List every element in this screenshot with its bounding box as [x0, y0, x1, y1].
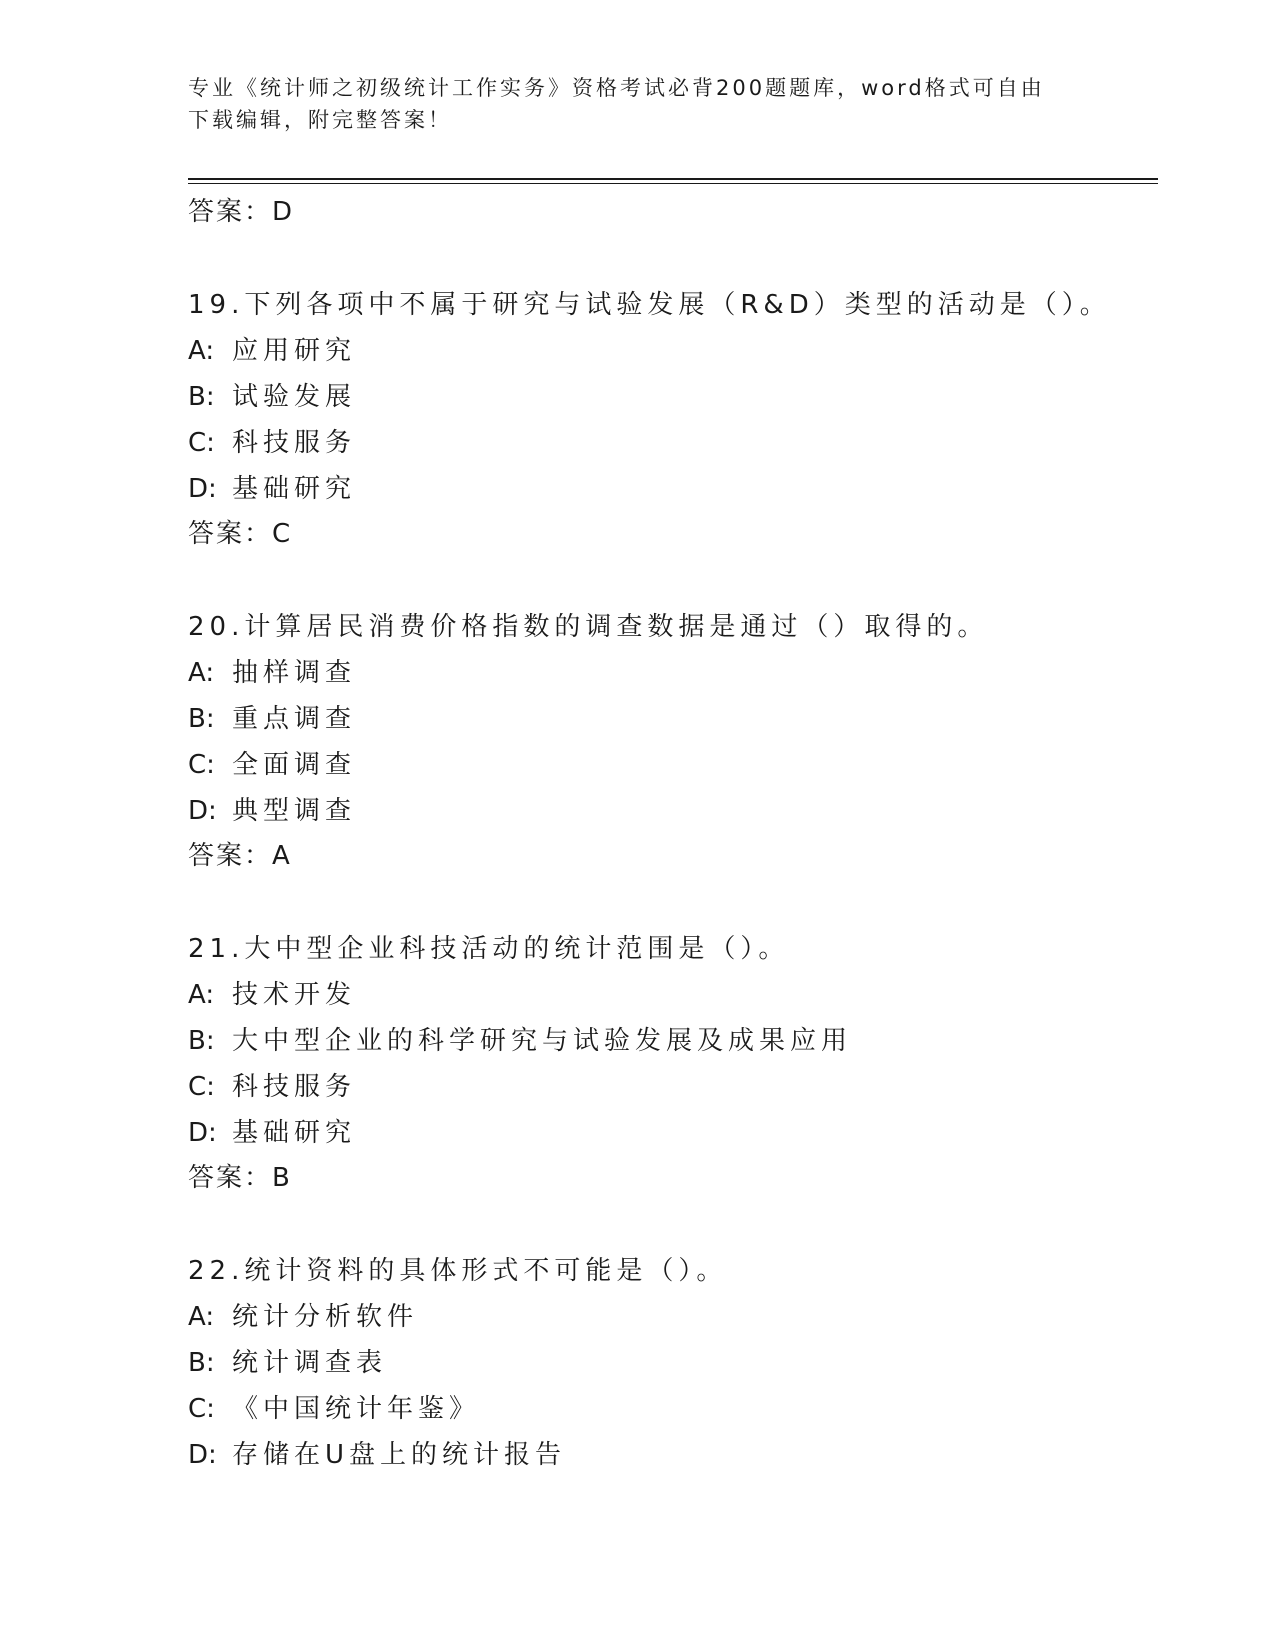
option-text: 典型调查	[232, 796, 357, 826]
option-b	[188, 1018, 1148, 1064]
option-letter: D:	[188, 796, 217, 826]
option-letter: D:	[188, 1118, 217, 1148]
page-header	[188, 72, 1068, 136]
option-text: 技术开发	[232, 980, 357, 1010]
header-line-2: 下载编辑，附完整答案！	[188, 108, 452, 132]
option-letter: A:	[188, 336, 215, 366]
option-letter: A:	[188, 658, 215, 688]
question-text: 19.下列各项中不属于研究与试验发展（R&D）类型的活动是（）。	[188, 290, 1111, 320]
question-19	[188, 282, 1148, 556]
option-d	[188, 1110, 1148, 1156]
question-text: 22.统计资料的具体形式不可能是（）。	[188, 1256, 728, 1286]
option-letter: D:	[188, 474, 217, 504]
question-20	[188, 604, 1148, 878]
option-letter: A:	[188, 980, 215, 1010]
question-22	[188, 1248, 1148, 1478]
option-a	[188, 328, 1148, 374]
option-text: 重点调查	[232, 704, 357, 734]
question-text: 21.大中型企业科技活动的统计范围是（）。	[188, 934, 790, 964]
option-text: 《中国统计年鉴》	[232, 1394, 481, 1424]
option-text: 全面调查	[232, 750, 357, 780]
header-divider-thin	[188, 183, 1158, 184]
option-letter: A:	[188, 1302, 215, 1332]
option-letter: C:	[188, 750, 215, 780]
option-a	[188, 1294, 1148, 1340]
option-c	[188, 1064, 1148, 1110]
option-letter: B:	[188, 1348, 215, 1378]
option-text: 大中型企业的科学研究与试验发展及成果应用	[232, 1026, 853, 1056]
option-text: 基础研究	[232, 474, 357, 504]
option-text: 统计分析软件	[232, 1302, 419, 1332]
option-text: 基础研究	[232, 1118, 357, 1148]
option-c	[188, 1386, 1148, 1432]
question-text: 20.计算居民消费价格指数的调查数据是通过（）取得的。	[188, 612, 989, 642]
option-text: 存储在U盘上的统计报告	[232, 1440, 567, 1470]
header-line-1: 专业《统计师之初级统计工作实务》资格考试必背200题题库，word格式可自由	[188, 76, 1045, 100]
option-letter: D:	[188, 1440, 217, 1470]
option-text: 抽样调查	[232, 658, 357, 688]
header-divider-thick	[188, 178, 1158, 180]
option-a	[188, 650, 1148, 696]
question-21	[188, 926, 1148, 1200]
option-text: 统计调查表	[232, 1348, 388, 1378]
option-letter: C:	[188, 1072, 215, 1102]
option-letter: C:	[188, 1394, 215, 1424]
option-letter: B:	[188, 704, 215, 734]
option-text: 应用研究	[232, 336, 357, 366]
option-text: 科技服务	[232, 428, 357, 458]
document-body	[188, 190, 1148, 1478]
previous-answer: 答案：D	[188, 197, 295, 227]
option-b	[188, 696, 1148, 742]
answer: 答案：B	[188, 1163, 292, 1193]
option-d	[188, 788, 1148, 834]
option-d	[188, 466, 1148, 512]
option-b	[188, 374, 1148, 420]
option-c	[188, 420, 1148, 466]
option-letter: B:	[188, 382, 215, 412]
answer: 答案：A	[188, 841, 292, 871]
option-text: 科技服务	[232, 1072, 357, 1102]
option-b	[188, 1340, 1148, 1386]
option-letter: C:	[188, 428, 215, 458]
option-c	[188, 742, 1148, 788]
option-text: 试验发展	[232, 382, 357, 412]
option-letter: B:	[188, 1026, 215, 1056]
option-d	[188, 1432, 1148, 1478]
answer: 答案：C	[188, 519, 293, 549]
option-a	[188, 972, 1148, 1018]
